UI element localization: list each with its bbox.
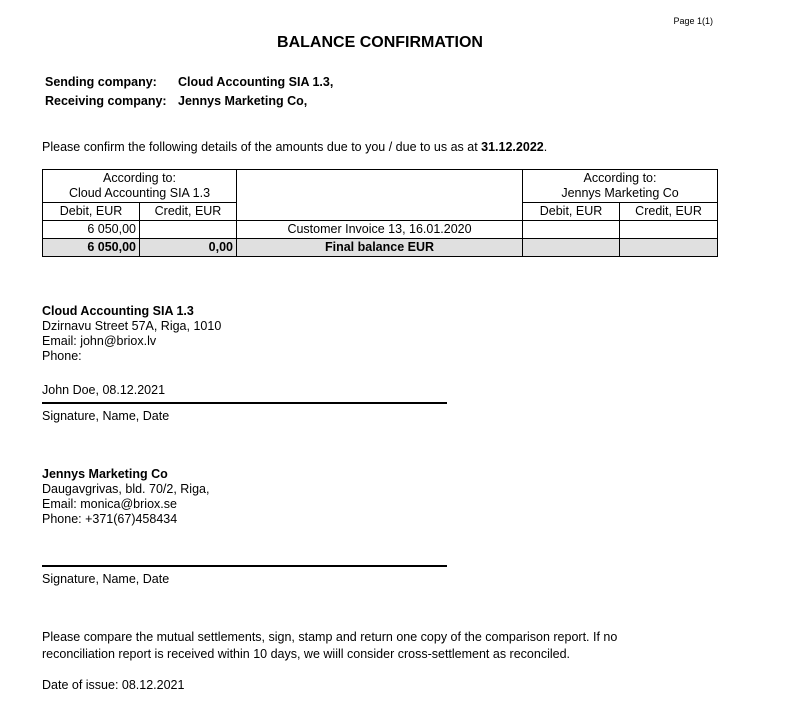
sender-email: Email: john@briox.lv <box>42 334 157 348</box>
total-right-debit <box>523 239 620 257</box>
total-label: Final balance EUR <box>237 239 523 257</box>
right-header-label: According to: <box>583 171 657 185</box>
table-row <box>43 221 718 239</box>
sending-company-value: Cloud Accounting SIA 1.3, <box>178 75 334 89</box>
table-total-row <box>43 239 718 257</box>
left-credit-header: Credit, EUR <box>140 203 237 221</box>
receiver-signature-caption: Signature, Name, Date <box>42 572 170 586</box>
total-right-credit <box>620 239 718 257</box>
receiver-email: Email: monica@briox.se <box>42 497 177 511</box>
sender-signature-caption: Signature, Name, Date <box>42 409 170 423</box>
sender-signature-line <box>42 402 447 404</box>
row-left-debit: 6 050,00 <box>43 221 140 239</box>
receiver-address: Daugavgrivas, bld. 70/2, Riga, <box>42 482 210 496</box>
receiver-signature-line <box>42 565 447 567</box>
date-of-issue: Date of issue: 08.12.2021 <box>42 678 185 692</box>
right-debit-header: Debit, EUR <box>523 203 620 221</box>
right-credit-header: Credit, EUR <box>620 203 718 221</box>
left-header-company: Cloud Accounting SIA 1.3 <box>68 186 211 200</box>
table-header-row <box>43 170 718 203</box>
sender-address-block <box>42 304 221 364</box>
receiving-company-label: Receiving company: <box>45 94 167 108</box>
right-header-cell <box>523 170 718 203</box>
row-left-credit <box>140 221 237 239</box>
sending-company-label: Sending company: <box>45 75 157 89</box>
receiving-company-row <box>45 94 307 108</box>
receiving-company-value: Jennys Marketing Co, <box>178 94 308 108</box>
row-right-debit <box>523 221 620 239</box>
intro-date: 31.12.2022 <box>481 140 544 154</box>
document-title: BALANCE CONFIRMATION <box>277 34 483 51</box>
intro-sentence: Please confirm the following details of the amounts due to you / due to us as at <box>42 140 482 154</box>
left-debit-header: Debit, EUR <box>43 203 140 221</box>
sender-name: Cloud Accounting SIA 1.3 <box>42 304 194 318</box>
left-header-label: According to: <box>103 171 176 185</box>
description-header-cell <box>237 170 523 221</box>
footer-note: Please compare the mutual settlements, sign, stamp and return one copy of the comparison report. If no reconciliation report is received within 10 days, we wiill consider cross-settlement as reconciled. <box>42 630 618 661</box>
sender-signed-by: John Doe, 08.12.2021 <box>42 383 166 397</box>
left-header-cell <box>43 170 237 203</box>
intro-text <box>42 140 547 154</box>
receiver-address-block <box>42 467 209 527</box>
total-left-credit: 0,00 <box>140 239 237 257</box>
intro-suffix: . <box>543 140 548 154</box>
page-number: Page 1(1) <box>673 16 713 26</box>
receiver-name: Jennys Marketing Co <box>42 467 168 481</box>
balance-table <box>42 169 718 257</box>
sending-company-row <box>45 75 333 89</box>
receiver-phone: Phone: +371(67)458434 <box>42 512 178 526</box>
total-left-debit: 6 050,00 <box>43 239 140 257</box>
sender-phone: Phone: <box>42 349 82 363</box>
row-description: Customer Invoice 13, 16.01.2020 <box>237 221 523 239</box>
sender-address: Dzirnavu Street 57A, Riga, 1010 <box>42 319 222 333</box>
right-header-company: Jennys Marketing Co <box>561 186 679 200</box>
row-right-credit <box>620 221 718 239</box>
